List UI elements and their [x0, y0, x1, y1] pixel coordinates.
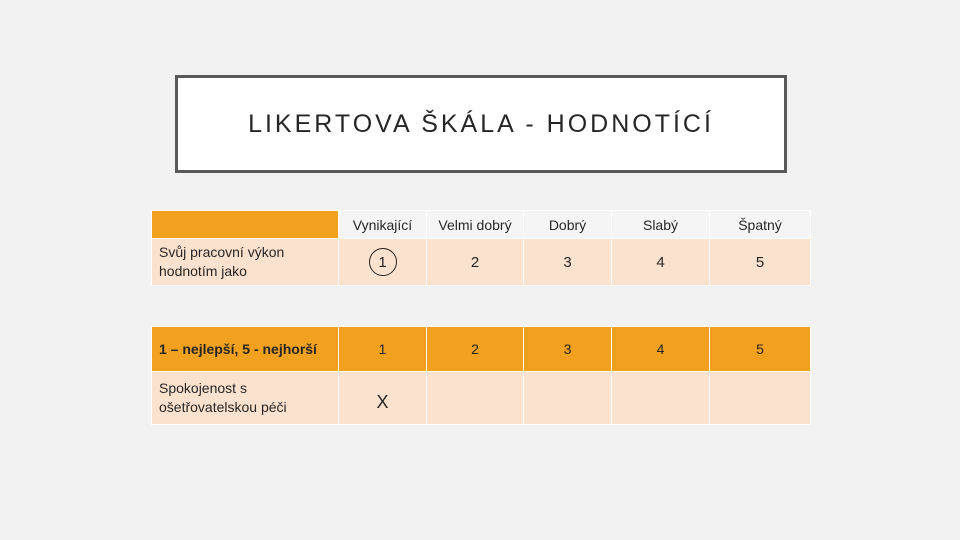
- row-label-scale: 1 – nejlepší, 5 - nejhorší: [152, 327, 339, 372]
- table-row-vykon: [152, 239, 811, 286]
- satisfaction-cell-1: X: [339, 372, 427, 425]
- scale-cell-3: 3: [524, 327, 612, 372]
- title-box: [175, 75, 787, 173]
- header-spatny: Špatný: [710, 211, 811, 239]
- table-row-spokojenost: [152, 372, 811, 425]
- gap-cell: [152, 286, 811, 327]
- table-gap-row: [152, 286, 811, 327]
- satisfaction-cell-2: [427, 372, 524, 425]
- header-slaby: Slabý: [612, 211, 710, 239]
- row-label-vykon: Svůj pracovní výkon hodnotím jako: [152, 239, 339, 286]
- table-header-row: [152, 211, 811, 239]
- scale-cell-1: 1: [339, 327, 427, 372]
- scale-cell-4: 4: [612, 327, 710, 372]
- satisfaction-cell-5: [710, 372, 811, 425]
- rating-cell-2: 2: [427, 239, 524, 286]
- rating-cell-3: 3: [524, 239, 612, 286]
- table-row-scale: [152, 327, 811, 372]
- satisfaction-cell-3: [524, 372, 612, 425]
- satisfaction-cell-4: [612, 372, 710, 425]
- likert-table: [151, 210, 811, 425]
- header-velmi-dobry: Velmi dobrý: [427, 211, 524, 239]
- header-dobry: Dobrý: [524, 211, 612, 239]
- header-vynikajici: Vynikající: [339, 211, 427, 239]
- scale-cell-5: 5: [710, 327, 811, 372]
- scale-cell-2: 2: [427, 327, 524, 372]
- circled-rating: 1: [369, 248, 397, 276]
- header-corner-cell: [152, 211, 339, 239]
- rating-cell-1: [339, 239, 427, 286]
- rating-cell-4: 4: [612, 239, 710, 286]
- row-label-spokojenost: Spokojenost s ošetřovatelskou péči: [152, 372, 339, 425]
- slide-title: LIKERTOVA ŠKÁLA - HODNOTÍCÍ: [248, 109, 714, 138]
- rating-cell-5: 5: [710, 239, 811, 286]
